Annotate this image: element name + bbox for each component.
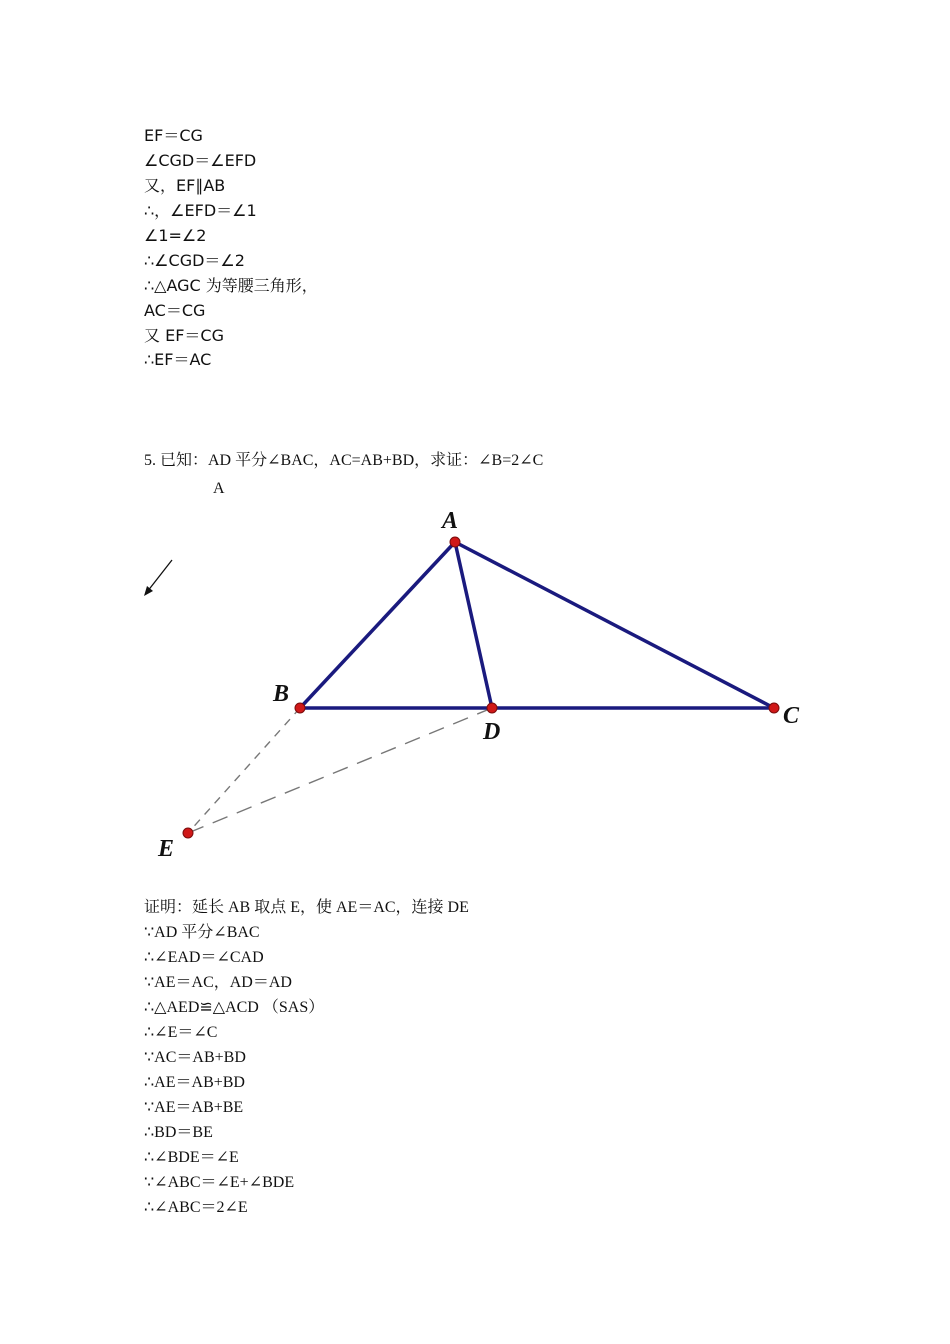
proof-line: ∴∠CGD＝∠2 xyxy=(144,251,245,270)
problem-statement: 5. 已知：AD 平分∠BAC，AC=AB+BD，求证：∠B=2∠C xyxy=(144,452,544,469)
proof-line: ∠1=∠2 xyxy=(144,226,207,245)
label-c: C xyxy=(783,703,800,729)
arrow-icon xyxy=(144,560,172,596)
proof-line: 又 EF＝CG xyxy=(144,326,224,345)
point-a xyxy=(450,537,460,547)
proof-line: ∠CGD＝∠EFD xyxy=(144,151,257,170)
segment-de xyxy=(188,708,492,833)
proof-line: ∵AC＝AB+BD xyxy=(144,1049,246,1066)
proof-line: AC＝CG xyxy=(144,301,206,320)
proof-line: ∴∠ABC＝2∠E xyxy=(144,1199,248,1216)
proof-line: 证明：延长 AB 取点 E，使 AE＝AC，连接 DE xyxy=(144,899,469,916)
label-b: B xyxy=(273,681,290,707)
stray-label-a: A xyxy=(213,480,225,497)
geometry-figure xyxy=(130,500,830,870)
proof-line: ∴△AED≌△ACD （SAS） xyxy=(144,999,325,1016)
proof-line: ∴BD＝BE xyxy=(144,1124,213,1141)
segment-ac xyxy=(455,542,774,708)
point-d xyxy=(487,703,497,713)
segment-ad xyxy=(455,542,492,708)
proof-line: EF＝CG xyxy=(144,126,203,145)
label-e: E xyxy=(158,836,175,862)
proof-line: ∴△AGC 为等腰三角形， xyxy=(144,276,318,295)
label-d: D xyxy=(483,719,501,745)
proof-line: ∵∠ABC＝∠E+∠BDE xyxy=(144,1174,295,1191)
segment-be xyxy=(188,708,300,833)
proof-line: ∵AE＝AC，AD＝AD xyxy=(144,974,292,991)
segment-ab xyxy=(300,542,455,708)
proof-line: ∵AD 平分∠BAC xyxy=(144,924,260,941)
proof-line: 又，EF∥AB xyxy=(144,176,226,195)
proof-line: ∴EF＝AC xyxy=(144,350,212,369)
proof-line: ∵AE＝AB+BE xyxy=(144,1099,244,1116)
point-c xyxy=(769,703,779,713)
proof-line: ∴∠E＝∠C xyxy=(144,1024,218,1041)
proof-line: ∴，∠EFD＝∠1 xyxy=(144,201,257,220)
proof-line: ∴AE＝AB+BD xyxy=(144,1074,245,1091)
label-a: A xyxy=(442,508,459,534)
point-e xyxy=(183,828,193,838)
proof-line: ∴∠EAD＝∠CAD xyxy=(144,949,264,966)
proof-line: ∴∠BDE＝∠E xyxy=(144,1149,239,1166)
point-b xyxy=(295,703,305,713)
